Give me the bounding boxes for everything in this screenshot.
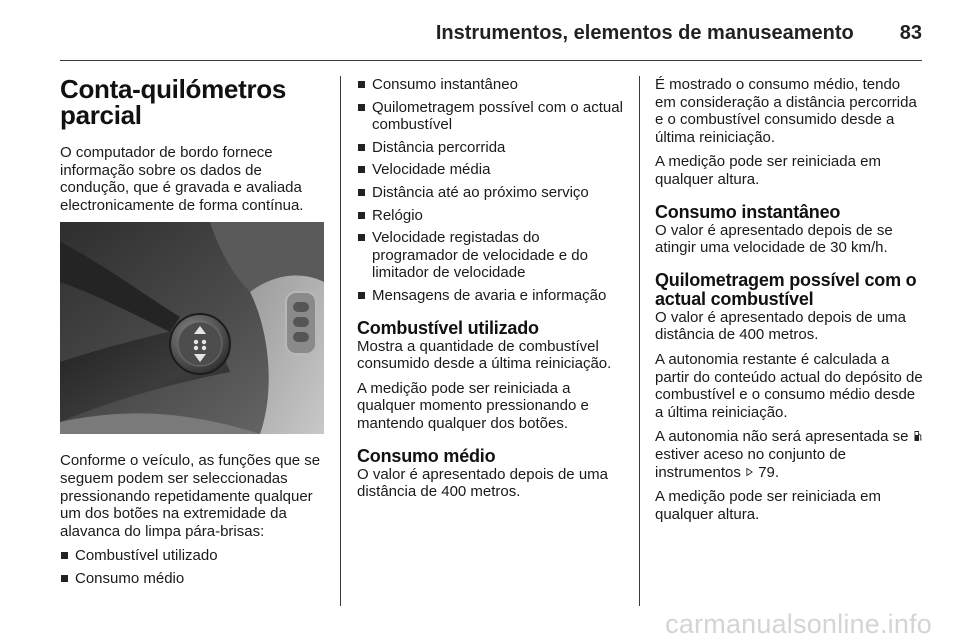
column-left [60,76,326,593]
section-heading: Conta-quilómetros parcial [60,74,287,130]
page-number: 83 [899,21,922,44]
page-ref-triangle-icon [746,466,753,478]
text-span: estiver aceso no conjunto de instrumentos [655,445,846,481]
list-item: Consumo instantâneo [357,76,625,94]
paragraph: É mostrado o consumo médio, tendo em consideração a distância percorrida e o combustível consumido desde a última reiniciação. [655,76,917,146]
list-item: Distância percorrida [357,139,625,157]
functions-paragraph: Conforme o veículo, as funções que se seguem podem ser seleccionadas pressionando repetidamente qualquer um dos botões na extremidade da alavanca do limpa pára-brisas: [60,452,321,540]
list-item: Velocidade registadas do programador de velocidade e do limitador de velocidade [357,229,625,282]
header-rule [60,60,922,61]
paragraph: Mostra a quantidade de combustível consumido desde a última reiniciação. [357,337,612,373]
wiper-stalk-buttons-photo [60,222,324,434]
header-title: Instrumentos, elementos de manuseamento [435,21,854,44]
paragraph: A medição pode ser reiniciada a qualquer momento pressionando e mantendo qualquer dos botões. [357,379,589,432]
list-item: Velocidade média [357,161,625,179]
column-right [655,76,925,530]
subsection-heading: Consumo instantâneo [655,201,841,222]
subsection-heading: Quilometragem possível com o actual combustível [655,269,917,309]
function-list [60,547,326,587]
paragraph: A autonomia restante é calculada a partir do conteúdo actual do depósito de combustível e o consumo médio desde a última reiniciação. [655,350,923,421]
watermark: carmanualsonline.info [665,609,932,639]
list-item: Distância até ao próximo serviço [357,184,625,202]
column-middle [357,76,625,508]
list-item: Quilometragem possível com o actual combustível [357,99,625,134]
column-divider [639,76,640,606]
function-list-continued [357,76,625,305]
page-header [60,14,922,52]
list-item: Relógio [357,207,625,225]
paragraph: A medição pode ser reiniciada em qualquer altura. [655,488,881,523]
list-item: Mensagens de avaria e informação [357,287,625,305]
paragraph: A medição pode ser reiniciada em qualquer altura. [655,153,881,188]
paragraph: O valor é apresentado depois de uma distância de 400 metros. [357,465,608,501]
paragraph: O valor é apresentado depois de se atingir uma velocidade de 30 km/h. [655,221,893,257]
column-divider [340,76,341,606]
fuel-pump-icon [914,430,922,442]
intro-paragraph: O computador de bordo fornece informação sobre os dados de condução, que é gravada e avaliada electronicamente de forma contínua. [60,144,304,214]
paragraph [655,428,925,481]
list-item: Consumo médio [60,570,326,588]
paragraph: O valor é apresentado depois de uma distância de 400 metros. [655,308,906,344]
text-span: A autonomia não será apresentada se [655,428,909,446]
page-reference[interactable]: 79. [758,463,780,481]
subsection-heading: Combustível utilizado [357,317,539,338]
subsection-heading: Consumo médio [357,445,496,466]
list-item: Combustível utilizado [60,547,326,565]
